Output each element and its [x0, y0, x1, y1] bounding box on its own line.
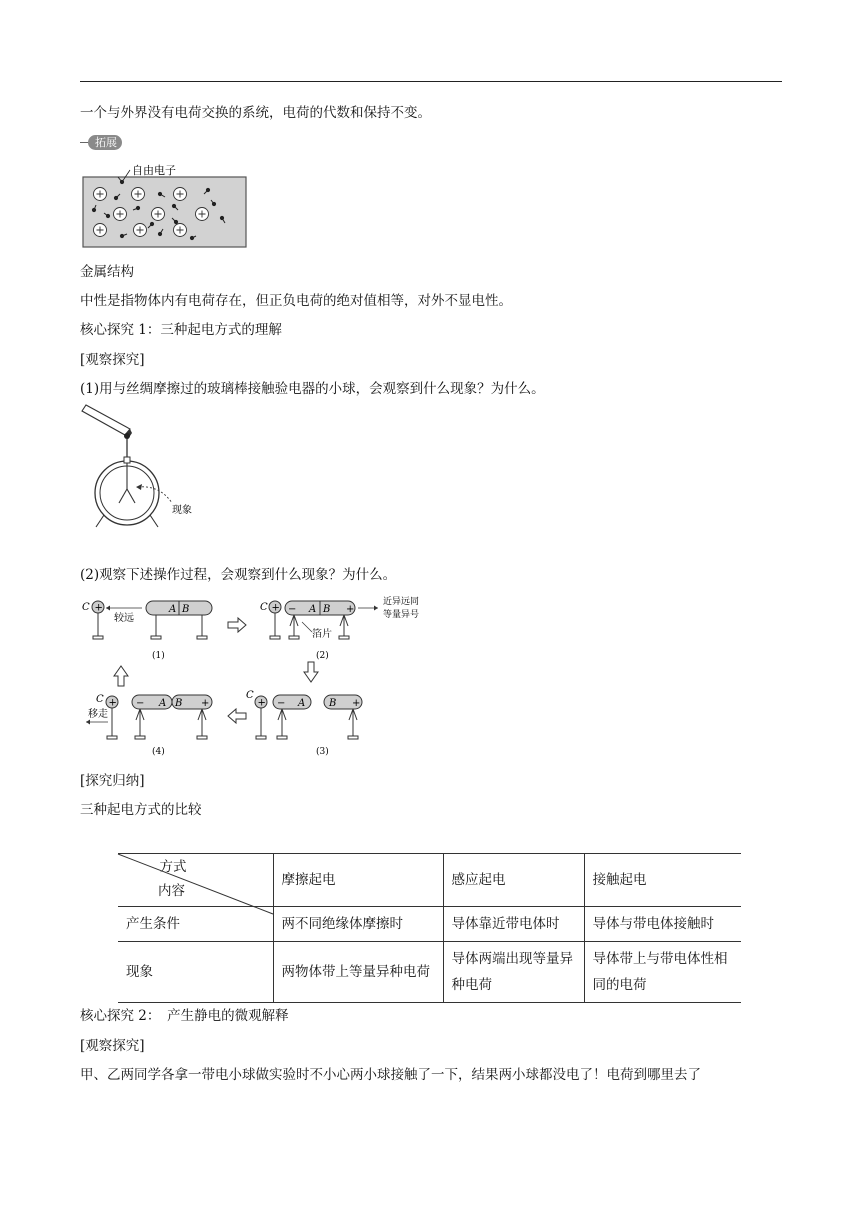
conductor-b-label: B [323, 604, 331, 615]
minus-sign: − [277, 698, 286, 709]
diagonal-header-cell [118, 854, 273, 907]
diagonal-line [118, 854, 273, 914]
panel-1 [82, 601, 212, 661]
column-header: 摩擦起电 [273, 854, 443, 907]
table-header-row [118, 854, 741, 907]
table-cell: 导体两端出现等量异种电荷 [443, 942, 584, 1003]
plus-sign: + [352, 698, 361, 709]
header-content-label: 内容 [158, 883, 185, 899]
free-electron-label: 自由电子 [132, 164, 176, 177]
observe-inquiry-heading-1: [观察探究] [80, 352, 145, 368]
minus-sign: − [136, 698, 145, 709]
row-label: 现象 [118, 942, 273, 1003]
far-label: 较远 [114, 613, 134, 624]
charge-c-label: C [246, 690, 254, 701]
plus-sign: + [271, 602, 280, 614]
minus-sign: − [288, 604, 297, 615]
induction-process-figure [80, 592, 445, 762]
phenomenon-label: 现象 [172, 505, 192, 516]
table-cell: 导体带上与带电体性相同的电荷 [584, 942, 741, 1003]
summary-heading: [探究归纳] [80, 773, 145, 789]
charge-c-label: C [260, 602, 268, 613]
core-inquiry-1-heading: 核心探究 1：三种起电方式的理解 [80, 322, 282, 338]
observe-inquiry-heading-2: [观察探究] [80, 1038, 145, 1054]
conductor-b-label: B [175, 698, 183, 709]
foil-label: 箔片 [312, 629, 332, 640]
rule-line-1: 近异远同 [383, 597, 420, 607]
table-row [118, 942, 741, 1003]
conductor-a-label: A [298, 698, 306, 709]
comparison-table [118, 853, 741, 1003]
text-line-neutral: 中性是指物体内有电荷存在，但正负电荷的绝对值相等，对外不显电性。 [80, 293, 512, 309]
plus-sign: + [94, 602, 103, 614]
conductor-a-label: A [169, 604, 177, 615]
row-label: 产生条件 [118, 907, 273, 942]
charge-c-label: C [96, 694, 104, 705]
table-cell: 两物体带上等量异种电荷 [273, 942, 443, 1003]
panel-4 [86, 694, 212, 757]
extension-badge [80, 135, 122, 150]
conductor-a-label: A [309, 604, 317, 615]
plus-sign: + [201, 698, 210, 709]
panel-3 [246, 690, 362, 757]
conductor-b-label: B [329, 698, 337, 709]
metal-structure-caption: 金属结构 [80, 264, 134, 280]
table-cell: 导体与带电体接触时 [584, 907, 741, 942]
text-line-conservation: 一个与外界没有电荷交换的系统，电荷的代数和保持不变。 [80, 105, 431, 121]
text-line-question: 甲、乙两同学各拿一带电小球做实验时不小心两小球接触了一下，结果两小球都没电了！电荷到哪里去了 [80, 1067, 701, 1083]
remove-label: 移走 [88, 709, 108, 720]
column-header: 感应起电 [443, 854, 584, 907]
question-2: (2)观察下述操作过程，会观察到什么现象？为什么。 [80, 567, 397, 583]
plus-sign: + [108, 697, 117, 709]
electroscope-figure [80, 405, 210, 530]
conductor-b-label: B [182, 604, 190, 615]
core-inquiry-2-heading: 核心探究 2： 产生静电的微观解释 [80, 1008, 289, 1024]
panel-2 [260, 596, 419, 661]
step-4-label: (4) [152, 747, 165, 757]
header-rule [80, 81, 782, 82]
conductor-a-label: A [159, 698, 167, 709]
plus-sign: + [346, 604, 355, 615]
column-header: 接触起电 [584, 854, 741, 907]
plus-sign: + [257, 697, 266, 709]
step-3-label: (3) [316, 747, 329, 757]
step-1-label: (1) [152, 651, 165, 661]
badge-label: 拓展 [88, 135, 122, 150]
table-cell: 导体靠近带电体时 [443, 907, 584, 942]
rule-line-2: 等量异号 [383, 610, 420, 620]
charge-c-label: C [82, 602, 90, 613]
question-1: (1)用与丝绸摩擦过的玻璃棒接触验电器的小球，会观察到什么现象？为什么。 [80, 381, 545, 397]
header-method-label: 方式 [159, 859, 187, 875]
table-cell: 两不同绝缘体摩擦时 [273, 907, 443, 942]
metal-structure-figure [82, 160, 252, 250]
step-2-label: (2) [316, 651, 329, 661]
comparison-title: 三种起电方式的比较 [80, 802, 202, 818]
